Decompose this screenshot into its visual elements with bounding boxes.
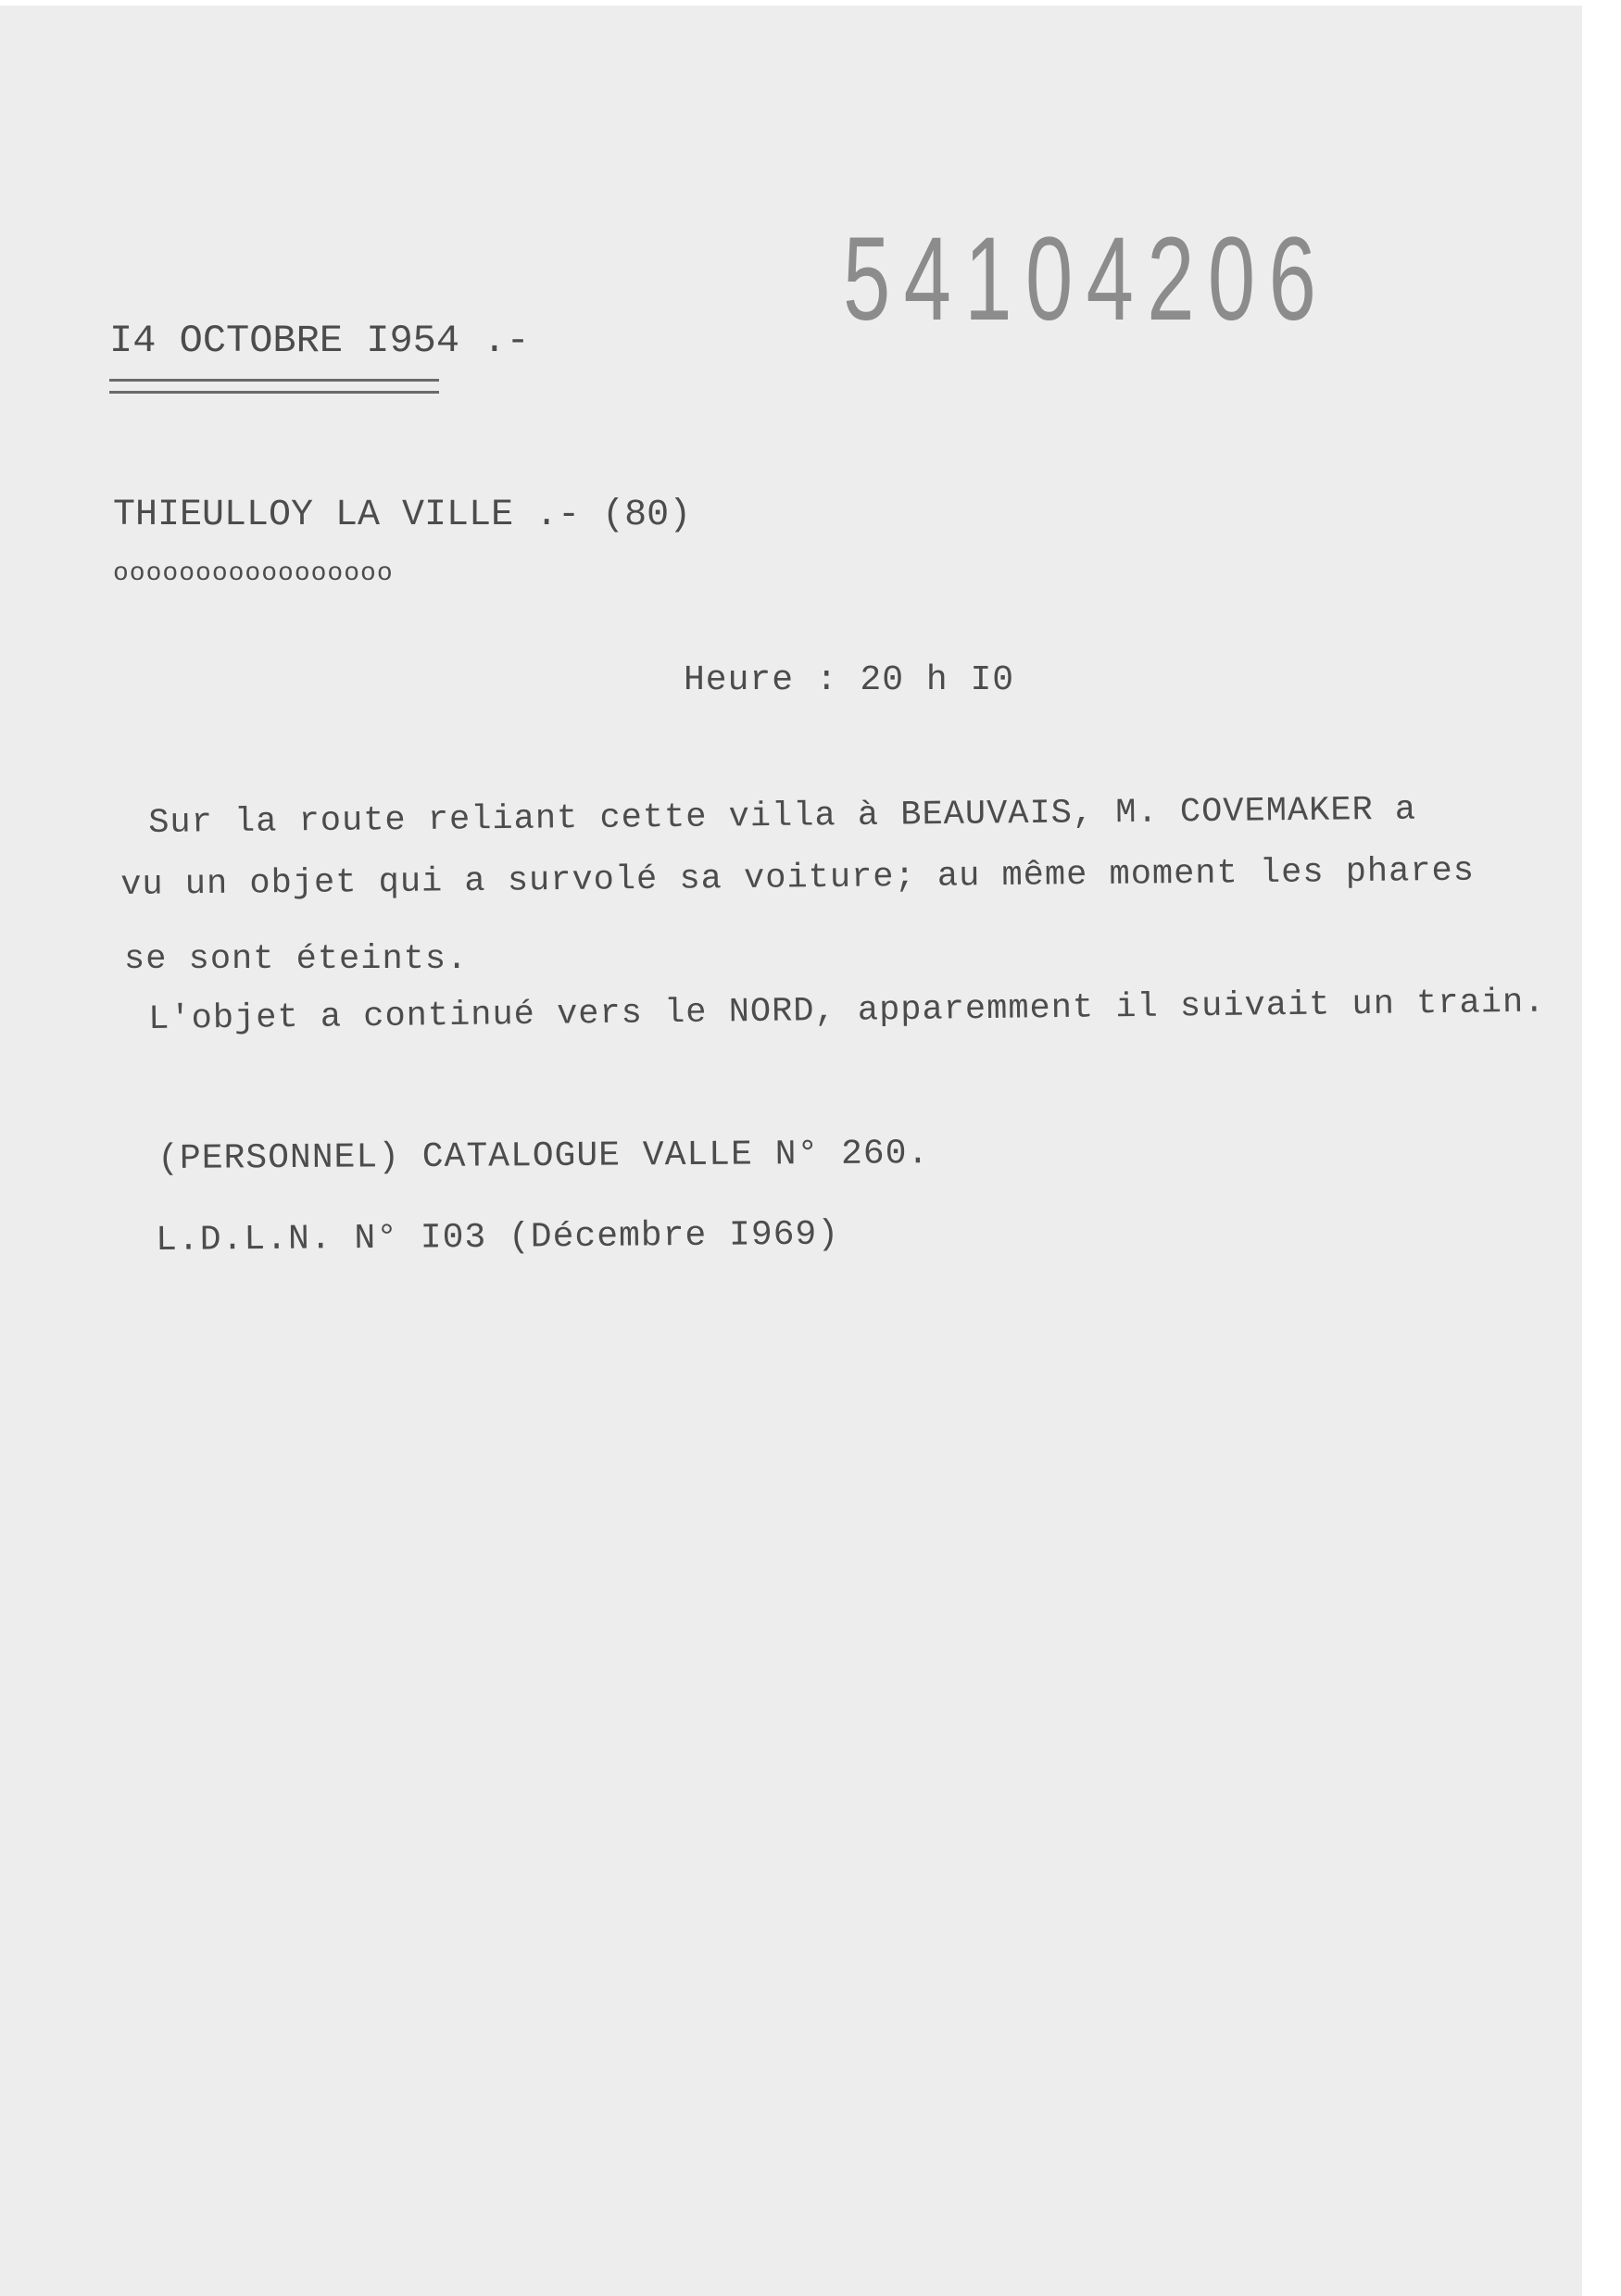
report-time: Heure : 20 h I0 <box>684 660 1015 700</box>
body-line-4: L'objet a continué vers le NORD, apparemment il suivait un train. <box>148 983 1546 1039</box>
scan-edge-top <box>0 0 1621 6</box>
body-line-3: se sont éteints. <box>124 940 469 979</box>
date-double-underline <box>109 379 439 394</box>
body-line-2: vu un objet qui a survolé sa voiture; au même moment les phares <box>120 851 1476 905</box>
stamped-reference-number: 54104206 <box>843 213 1330 345</box>
scan-edge-right <box>1582 0 1621 2296</box>
reference-ldln: L.D.L.N. N° I03 (Décembre I969) <box>156 1214 840 1261</box>
report-location: THIEULLOY LA VILLE .- (80) <box>113 495 692 536</box>
reference-catalogue: (PERSONNEL) CATALOGUE VALLE N° 260. <box>157 1134 930 1179</box>
location-dotted-underline: ooooooooooooooooo <box>113 559 394 588</box>
report-date: I4 OCTOBRE I954 .- <box>109 319 530 363</box>
body-line-1: Sur la route reliant cette villa à BEAUVAIS, M. COVEMAKER a <box>148 790 1417 843</box>
